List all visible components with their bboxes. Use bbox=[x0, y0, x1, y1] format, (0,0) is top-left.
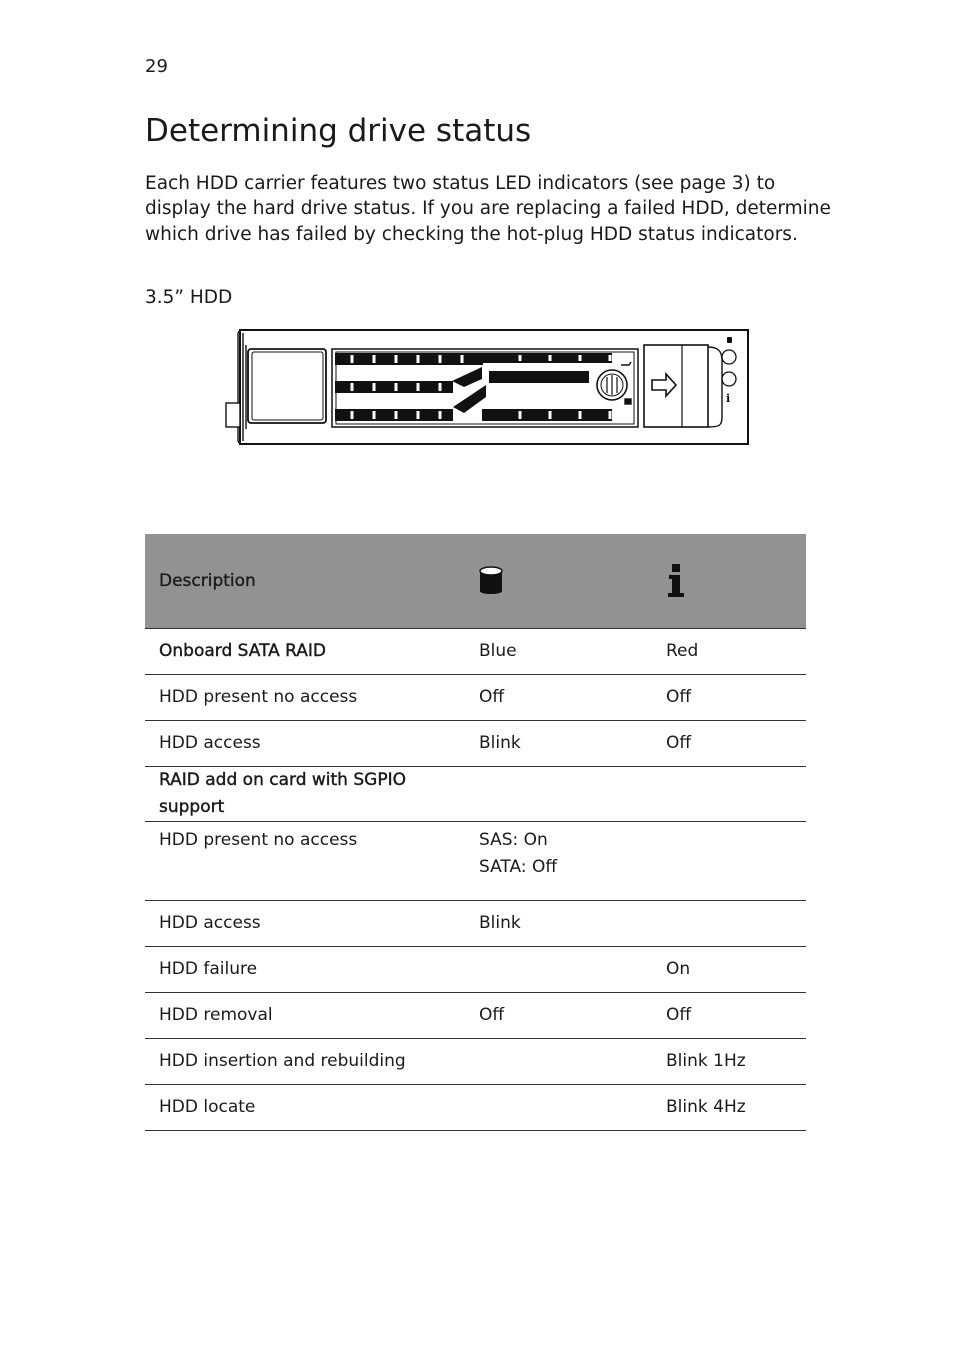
row-hdd-led: Off bbox=[465, 675, 652, 721]
row-description: HDD present no access bbox=[145, 675, 465, 721]
row-description: RAID add on card with SGPIO support bbox=[145, 767, 465, 822]
row-description: HDD insertion and rebuilding bbox=[145, 1039, 465, 1085]
header-description: Description bbox=[145, 534, 465, 629]
header-status-led bbox=[652, 534, 806, 629]
row-description: HDD present no access bbox=[145, 822, 465, 901]
hdd-cylinder-icon bbox=[479, 565, 503, 597]
row-hdd-led bbox=[465, 947, 652, 993]
row-status-led bbox=[652, 901, 806, 947]
figure-label: 3.5” HDD bbox=[145, 287, 233, 308]
drive-status-table bbox=[145, 534, 806, 1131]
row-status-led: Off bbox=[652, 721, 806, 767]
info-icon bbox=[666, 564, 686, 598]
table-row bbox=[145, 767, 806, 822]
row-description: HDD failure bbox=[145, 947, 465, 993]
row-hdd-led: Blink bbox=[465, 721, 652, 767]
row-description: HDD access bbox=[145, 721, 465, 767]
row-status-led: Red bbox=[652, 629, 806, 675]
row-hdd-led-sas: SAS: On bbox=[479, 830, 548, 850]
row-status-led: Off bbox=[652, 675, 806, 721]
row-status-led: Blink 1Hz bbox=[652, 1039, 806, 1085]
section-title: Determining drive status bbox=[145, 113, 532, 149]
row-description: HDD removal bbox=[145, 993, 465, 1039]
table-header-row bbox=[145, 534, 806, 629]
row-hdd-led bbox=[465, 1039, 652, 1085]
row-status-led: Off bbox=[652, 993, 806, 1039]
table-row bbox=[145, 1039, 806, 1085]
row-description: HDD access bbox=[145, 901, 465, 947]
row-hdd-led-sata: SATA: Off bbox=[479, 857, 558, 877]
table-row bbox=[145, 993, 806, 1039]
row-status-led: Blink 4Hz bbox=[652, 1085, 806, 1131]
header-hdd-led bbox=[465, 534, 652, 629]
row-hdd-led: Blink bbox=[465, 901, 652, 947]
row-hdd-led bbox=[465, 1085, 652, 1131]
table-row bbox=[145, 947, 806, 993]
row-description: HDD locate bbox=[145, 1085, 465, 1131]
row-hdd-led bbox=[465, 767, 652, 822]
table-row bbox=[145, 901, 806, 947]
svg-text:i: i bbox=[726, 392, 731, 405]
row-status-led bbox=[652, 822, 806, 901]
table-row bbox=[145, 1085, 806, 1131]
row-description: Onboard SATA RAID bbox=[145, 629, 465, 675]
row-status-led: On bbox=[652, 947, 806, 993]
row-hdd-led bbox=[465, 822, 652, 901]
intro-paragraph: Each HDD carrier features two status LED indicators (see page 3) to display the hard drive status. If you are replacing a failed HDD, determine which drive has failed by checking the hot-plug HDD status indicators. bbox=[145, 173, 831, 245]
row-hdd-led: Off bbox=[465, 993, 652, 1039]
row-status-led bbox=[652, 767, 806, 822]
row-hdd-led: Blue bbox=[465, 629, 652, 675]
table-row bbox=[145, 629, 806, 675]
table-row bbox=[145, 822, 806, 901]
hdd-carrier-illustration bbox=[224, 327, 752, 447]
table-row bbox=[145, 675, 806, 721]
table-row bbox=[145, 721, 806, 767]
page-number: 29 bbox=[145, 56, 168, 77]
